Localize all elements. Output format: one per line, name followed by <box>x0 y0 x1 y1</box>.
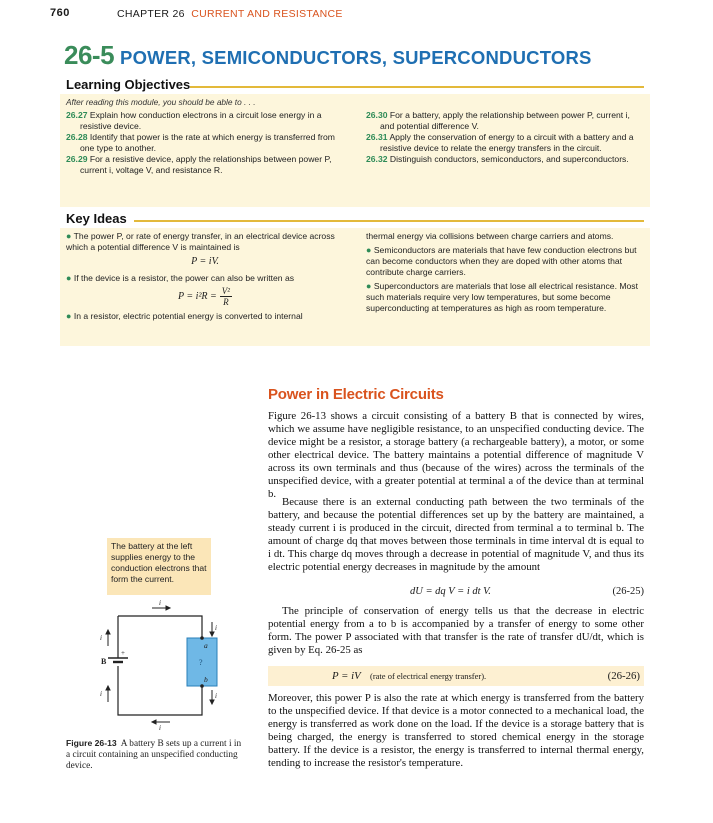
learning-objectives-heading: Learning Objectives <box>66 77 191 92</box>
terminal-b-label: b <box>204 675 208 684</box>
figure-caption <box>66 738 242 772</box>
objective-item <box>66 132 341 154</box>
objective-item <box>366 154 644 165</box>
key-idea-text: The power P, or rate of energy transfer, in an electrical device across which a potential difference V is maintained is <box>66 231 335 252</box>
section-number: 26-5 <box>64 40 115 70</box>
bullet-icon: ● <box>66 311 72 321</box>
bullet-icon: ● <box>66 231 72 241</box>
arrowhead-icon <box>152 720 156 724</box>
objective-text: For a resistive device, apply the relationships between power P, current i, voltage V, and resistance R. <box>80 154 332 175</box>
figure-label: Figure 26-13 <box>66 738 117 748</box>
chapter-title: CURRENT AND RESISTANCE <box>191 8 343 20</box>
objective-item <box>66 110 341 132</box>
key-idea-item <box>366 245 646 278</box>
learning-objectives-rule <box>190 86 644 88</box>
objective-number: 26.27 <box>66 110 88 120</box>
key-idea-continuation: thermal energy via collisions between charge carriers and atoms. <box>366 231 614 241</box>
key-idea-text: If the device is a resistor, the power can also be written as <box>73 273 295 283</box>
terminal-b-dot <box>200 684 204 688</box>
objective-number: 26.29 <box>66 154 88 164</box>
current-label-right-top: i <box>215 624 217 632</box>
equation-expression: P = iV <box>332 670 361 682</box>
equation-left: P = i²R = <box>177 291 217 302</box>
objective-number: 26.30 <box>366 110 388 120</box>
section-name: POWER, SEMICONDUCTORS, SUPERCONDUCTORS <box>120 47 592 68</box>
key-idea-text: Semiconductors are materials that have few conduction electrons but can become conductors when they are doped with other atoms that contribute charge carriers. <box>366 245 637 277</box>
key-idea-item <box>66 311 344 322</box>
current-label-bottom: i <box>159 724 161 730</box>
equation-expression: dU = dq V = i dt V. <box>410 586 491 597</box>
learning-objectives-intro: After reading this module, you should be able to . . . <box>66 97 256 107</box>
arrowhead-icon <box>210 700 214 704</box>
terminal-a-dot <box>200 636 204 640</box>
current-label-left-top: i <box>100 634 102 642</box>
paragraph-2: Because there is an external conducting path between the two terminals of the battery, and because the potential differences set up by the battery are maintained, a steady current i is produced in the circuit, directed from terminal a to terminal b. The amount of charge dq that moves between those terminals in time interval dt is equal to i dt. This charge dq moves through a decrease in potential of magnitude V, and thus its electric potential energy decreases in magnitude by the amount <box>268 496 644 573</box>
key-equation-power: P = iV. <box>191 256 219 267</box>
margin-callout: The battery at the left supplies energy to the conduction electrons that form the current. <box>107 538 211 595</box>
terminal-a-label: a <box>204 641 208 650</box>
paragraph-1: Figure 26-13 shows a circuit consisting of a battery B that is connected by wires, which we assume have negligible resistance, to an unspecified conducting device. The device might be a resistor, a storage battery (a rechargeable battery), a motor, or some other electrical device. The battery maintains a potential difference of magnitude V across its own terminals and thus (because of the wires) across the terminals of the unspecified device, with a greater potential at terminal a of the device than at terminal b. <box>268 410 644 500</box>
key-idea-item <box>66 273 344 284</box>
bullet-icon: ● <box>366 245 372 255</box>
page-number: 760 <box>50 7 70 19</box>
section-title <box>64 40 592 71</box>
battery-icon <box>101 649 128 666</box>
fraction-numerator: V² <box>221 286 230 296</box>
chapter-label: CHAPTER 26 <box>117 8 185 20</box>
key-ideas-right-column <box>366 231 646 314</box>
device-label: ? <box>199 658 203 667</box>
key-idea-text: In a resistor, electric potential energy is converted to internal <box>73 311 303 321</box>
arrowhead-icon <box>210 632 214 636</box>
objective-item <box>366 110 644 132</box>
objective-number: 26.31 <box>366 132 388 142</box>
paragraph-4: Moreover, this power P is also the rate at which energy is transferred from the battery to the unspecified device. If that device is a motor connected to a mechanical load, the energy is transferred as work done on the load. If the device is a storage battery that is being charged, the energy is transferred to stored chemical energy in the storage battery. If the device is a resistor, the energy is transferred to internal thermal energy, tending to increase the resistor's temperature. <box>268 692 644 769</box>
objective-text: Identify that power is the rate at which energy is transferred from one type to another. <box>80 132 335 153</box>
battery-label: B <box>101 657 107 666</box>
bullet-icon: ● <box>66 273 72 283</box>
objective-text: Apply the conservation of energy to a circuit with a battery and a resistive device to relate the energy transfers in the circuit. <box>380 132 634 153</box>
equation-26-26 <box>268 666 644 686</box>
key-ideas-rule <box>134 220 644 222</box>
plus-sign: + <box>121 649 125 657</box>
objective-text: Explain how conduction electrons in a circuit lose energy in a resistive device. <box>80 110 322 131</box>
key-ideas-left-column <box>66 231 344 322</box>
objective-text: For a battery, apply the relationship between power P, current i, and potential difference V. <box>380 110 630 131</box>
objectives-right-column <box>366 110 644 165</box>
bullet-icon: ● <box>366 281 372 291</box>
key-equation-resistor <box>66 286 344 307</box>
chapter-header <box>117 8 343 20</box>
paragraph-3: The principle of conservation of energy tells us that the decrease in electric potential energy from a to b is accompanied by a transfer of energy to some other form. The power P associated with that transfer is the rate of transfer dU/dt, which is given by Eq. 26-25 as <box>268 605 644 656</box>
objective-text: Distinguish conductors, semiconductors, and superconductors. <box>389 154 629 164</box>
figure-caption-text: A battery B sets up a current i in a circuit containing an unspecified conducting device. <box>66 739 242 771</box>
current-label-top: i <box>159 600 161 607</box>
subsection-title: Power in Electric Circuits <box>268 386 444 403</box>
key-ideas-heading: Key Ideas <box>66 211 127 226</box>
top-wire <box>118 616 202 638</box>
key-idea-item <box>66 231 344 253</box>
objective-number: 26.32 <box>366 154 388 164</box>
arrowhead-icon <box>106 630 110 634</box>
arrowhead-icon <box>166 606 170 610</box>
fraction <box>220 286 232 307</box>
current-label-right-bottom: i <box>215 692 217 700</box>
key-idea-item <box>366 281 646 314</box>
objectives-left-column <box>66 110 341 176</box>
equation-description: (rate of electrical energy transfer). <box>370 671 487 681</box>
key-idea-text: Superconductors are materials that lose all electrical resistance. Most such materials require very low temperatures, but some become superconducting at temperatures as high as room temperature. <box>366 281 638 313</box>
fraction-denominator: R <box>223 297 229 307</box>
objective-item <box>66 154 341 176</box>
equation-number: (26-25) <box>612 586 644 597</box>
objective-number: 26.28 <box>66 132 88 142</box>
circuit-figure <box>90 600 240 730</box>
current-label-left-bottom: i <box>100 690 102 698</box>
objective-item <box>366 132 644 154</box>
arrowhead-icon <box>106 686 110 690</box>
equation-number: (26-26) <box>607 670 640 682</box>
